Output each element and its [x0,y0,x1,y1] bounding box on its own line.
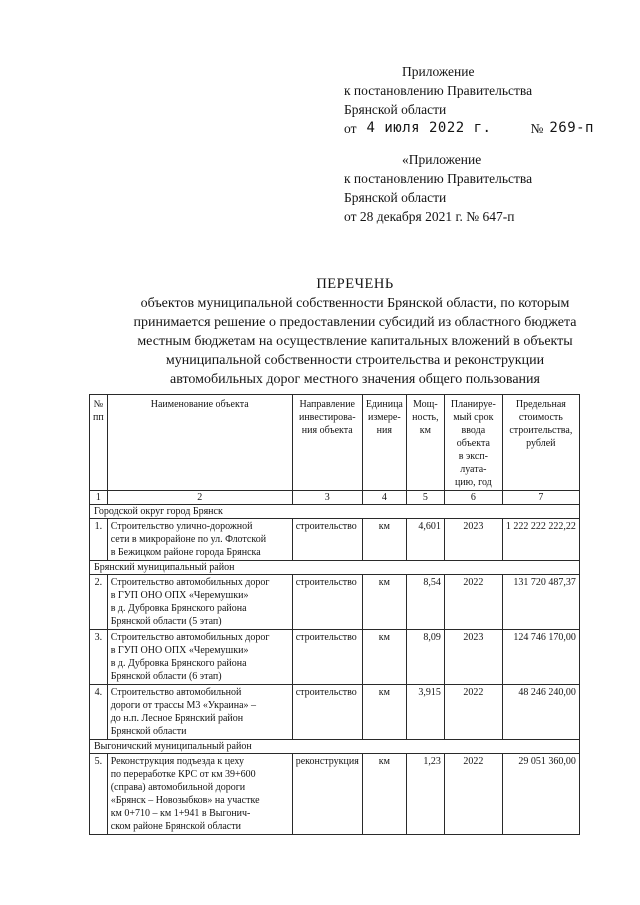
appendix-current-line1: к постановлению Правительства [344,83,533,98]
row-number: 3. [90,630,108,685]
max-cost: 48 246 240,00 [502,685,579,740]
number-prefix: № [530,121,544,136]
document-title [60,275,640,389]
column-number-row [90,491,580,505]
table-row [90,519,580,561]
appendix-previous-line2: Брянской области [344,190,447,205]
max-cost: 1 222 222 222,22 [502,519,579,561]
group-title: Городской округ город Брянск [90,505,580,519]
investment-direction: строительство [292,685,362,740]
object-name: Строительство автомобильных дорог в ГУП ОНО ОПХ «Черемушки» в д. Дубровка Брянского района Брянской области (6 этап) [107,630,292,685]
row-number: 5. [90,754,108,835]
handwritten-number: 269-п [549,120,594,136]
max-cost: 29 051 360,00 [502,754,579,835]
unit: км [362,519,406,561]
object-name: Строительство автомобильных дорог в ГУП ОНО ОПХ «Черемушки» в д. Дубровка Брянского района Брянской области (5 этап) [107,575,292,630]
appendix-current-title: Приложение [402,64,475,79]
commissioning-year: 2022 [444,685,502,740]
investment-direction: строительство [292,519,362,561]
appendix-previous-line3: от 28 декабря 2021 г. № 647-п [344,209,515,224]
column-number: 3 [292,491,362,505]
document-title-line: местным бюджетам на осуществление капитальных вложений в объекты [137,334,573,349]
max-cost: 124 746 170,00 [502,630,579,685]
power: 4,601 [406,519,444,561]
power: 8,09 [406,630,444,685]
date-prefix: от [344,121,357,136]
table-row [90,685,580,740]
power: 1,23 [406,754,444,835]
column-number: 2 [107,491,292,505]
document-title-line: автомобильных дорог местного значения общего пользования [170,372,540,387]
commissioning-year: 2023 [444,519,502,561]
group-title: Выгоничский муниципальный район [90,740,580,754]
header-power: Мощ- ность, км [406,395,444,491]
handwritten-date: 4 июля 2022 г. [366,120,492,136]
group-row [90,505,580,519]
objects-table [89,394,580,835]
column-number: 7 [502,491,579,505]
investment-direction: реконструкция [292,754,362,835]
commissioning-year: 2022 [444,754,502,835]
group-title: Брянский муниципальный район [90,561,580,575]
header-name: Наименование объекта [107,395,292,491]
group-row [90,561,580,575]
commissioning-year: 2023 [444,630,502,685]
appendix-current-block [344,62,594,138]
column-number: 6 [444,491,502,505]
power: 8,54 [406,575,444,630]
table-row [90,754,580,835]
object-name: Строительство автомобильной дороги от трассы М3 «Украина» – до н.п. Лесное Брянский район Брянской области [107,685,292,740]
document-title-line: принимается решение о предоставлении субсидий из областного бюджета [133,315,577,330]
header-num: № пп [90,395,108,491]
appendix-previous-block [344,150,532,226]
table-row [90,630,580,685]
header-direction: Направление инвестирова- ния объекта [292,395,362,491]
appendix-current-date-row [344,119,594,138]
document-title-line: объектов муниципальной собственности Брянской области, по которым [140,296,570,311]
column-number: 5 [406,491,444,505]
appendix-previous-title: «Приложение [402,152,482,167]
row-number: 2. [90,575,108,630]
object-name: Реконструкция подъезда к цеху по переработке КРС от км 39+600 (справа) автомобильной дороги «Брянск – Новозыбков» на участке км 0+710 – км 1+941 в Выгонич- ском районе Брянской области [107,754,292,835]
power: 3,915 [406,685,444,740]
header-unit: Единица измере- ния [362,395,406,491]
header-cost: Предельная стоимость строительства, рублей [502,395,579,491]
table-row [90,575,580,630]
max-cost: 131 720 487,37 [502,575,579,630]
unit: км [362,630,406,685]
column-number: 1 [90,491,108,505]
document-heading: ПЕРЕЧЕНЬ [316,276,394,292]
unit: км [362,685,406,740]
row-number: 4. [90,685,108,740]
header-deadline: Планируе- мый срок ввода объекта в эксп- луата- цию, год [444,395,502,491]
appendix-previous-line1: к постановлению Правительства [344,171,533,186]
column-number: 4 [362,491,406,505]
commissioning-year: 2022 [444,575,502,630]
unit: км [362,575,406,630]
investment-direction: строительство [292,630,362,685]
table-header-row [90,395,580,491]
appendix-current-line2: Брянской области [344,102,447,117]
row-number: 1. [90,519,108,561]
unit: км [362,754,406,835]
object-name: Строительство улично-дорожной сети в микрорайоне по ул. Флотской в Бежицком районе города Брянска [107,519,292,561]
group-row [90,740,580,754]
document-title-line: муниципальной собственности строительства и реконструкции [165,353,545,368]
investment-direction: строительство [292,575,362,630]
